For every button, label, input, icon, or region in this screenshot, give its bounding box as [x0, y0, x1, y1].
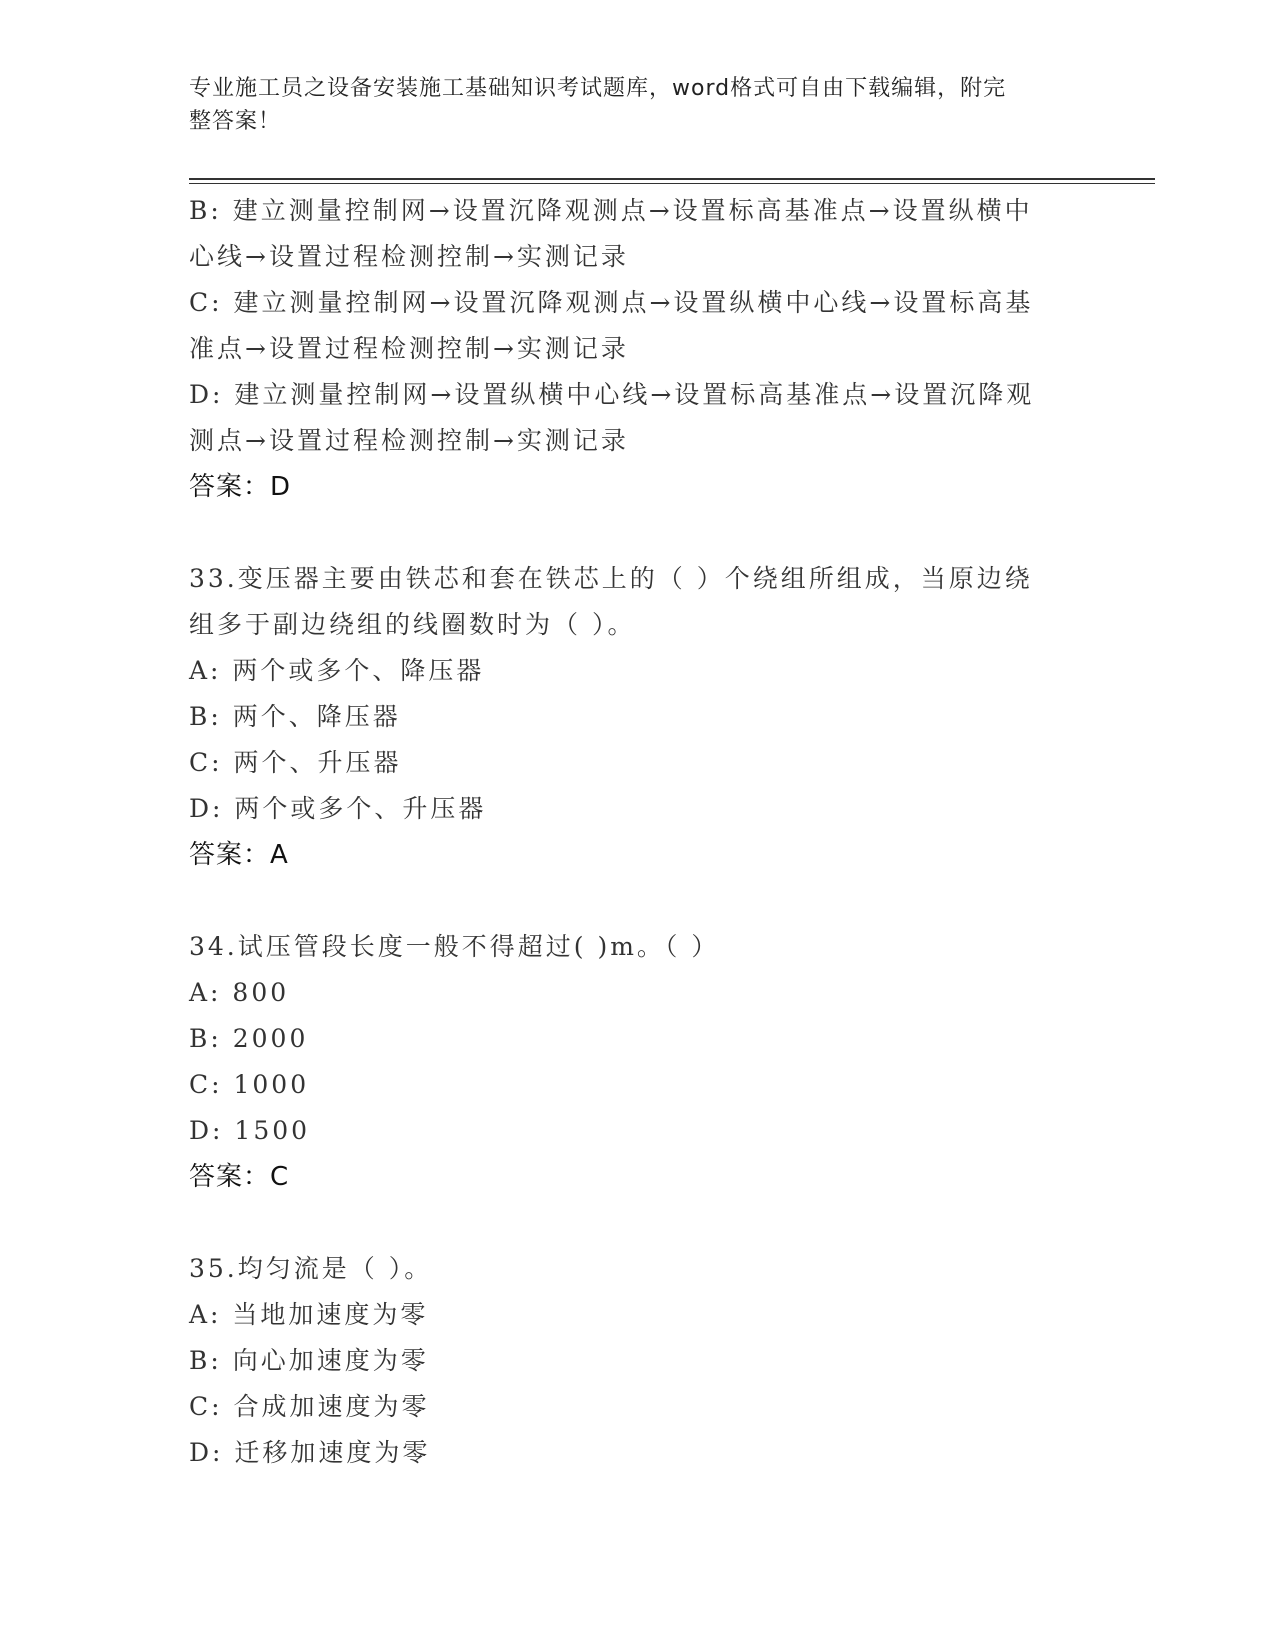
option-line: C: 建立测量控制网→设置沉降观测点→设置纵横中心线→设置标高基	[189, 288, 1034, 317]
option-b: B: 向心加速度为零	[189, 1346, 429, 1375]
question-stem: 34.试压管段长度一般不得超过( )m。（ ）	[189, 932, 720, 961]
header-line-1: 专业施工员之设备安装施工基础知识考试题库，word格式可自由下载编辑，附完	[189, 76, 1007, 101]
option-a: A: 800	[189, 978, 290, 1007]
spacer	[189, 878, 1089, 924]
option-b: B: 2000	[189, 1024, 309, 1053]
answer-line: 答案：C	[189, 1162, 290, 1192]
option-line: D: 建立测量控制网→设置纵横中心线→设置标高基准点→设置沉降观	[189, 380, 1035, 409]
option-line: 测点→设置过程检测控制→实测记录	[189, 426, 629, 455]
option-c: C: 1000	[189, 1070, 310, 1099]
option-line: 心线→设置过程检测控制→实测记录	[189, 242, 629, 271]
header-divider-thick	[189, 178, 1155, 180]
option-a: A: 当地加速度为零	[189, 1300, 429, 1329]
question-35	[189, 1246, 1089, 1476]
option-c: C: 合成加速度为零	[189, 1392, 430, 1421]
option-c: C: 两个、升压器	[189, 748, 402, 777]
option-b: B: 两个、降压器	[189, 702, 401, 731]
question-32-continued	[189, 188, 1089, 510]
question-stem: 33.变压器主要由铁芯和套在铁芯上的（ ）个绕组所组成，当原边绕	[189, 564, 1033, 593]
option-line: 准点→设置过程检测控制→实测记录	[189, 334, 629, 363]
question-34	[189, 924, 1089, 1200]
spacer	[189, 1200, 1089, 1246]
question-stem: 35.均匀流是（ ）。	[189, 1254, 433, 1283]
answer-line: 答案：A	[189, 840, 289, 870]
header-divider-thin	[189, 183, 1155, 184]
question-stem: 组多于副边绕组的线圈数时为（ ）。	[189, 610, 636, 639]
option-d: D: 迁移加速度为零	[189, 1438, 431, 1467]
option-a: A: 两个或多个、降压器	[189, 656, 485, 685]
question-33	[189, 556, 1089, 878]
question-list	[189, 188, 1089, 1476]
option-d: D: 1500	[189, 1116, 311, 1145]
option-d: D: 两个或多个、升压器	[189, 794, 487, 823]
header-line-2: 整答案！	[189, 109, 282, 134]
document-header	[189, 72, 1069, 138]
spacer	[189, 510, 1089, 556]
option-line: B: 建立测量控制网→设置沉降观测点→设置标高基准点→设置纵横中	[189, 196, 1033, 225]
answer-line: 答案：D	[189, 472, 292, 502]
